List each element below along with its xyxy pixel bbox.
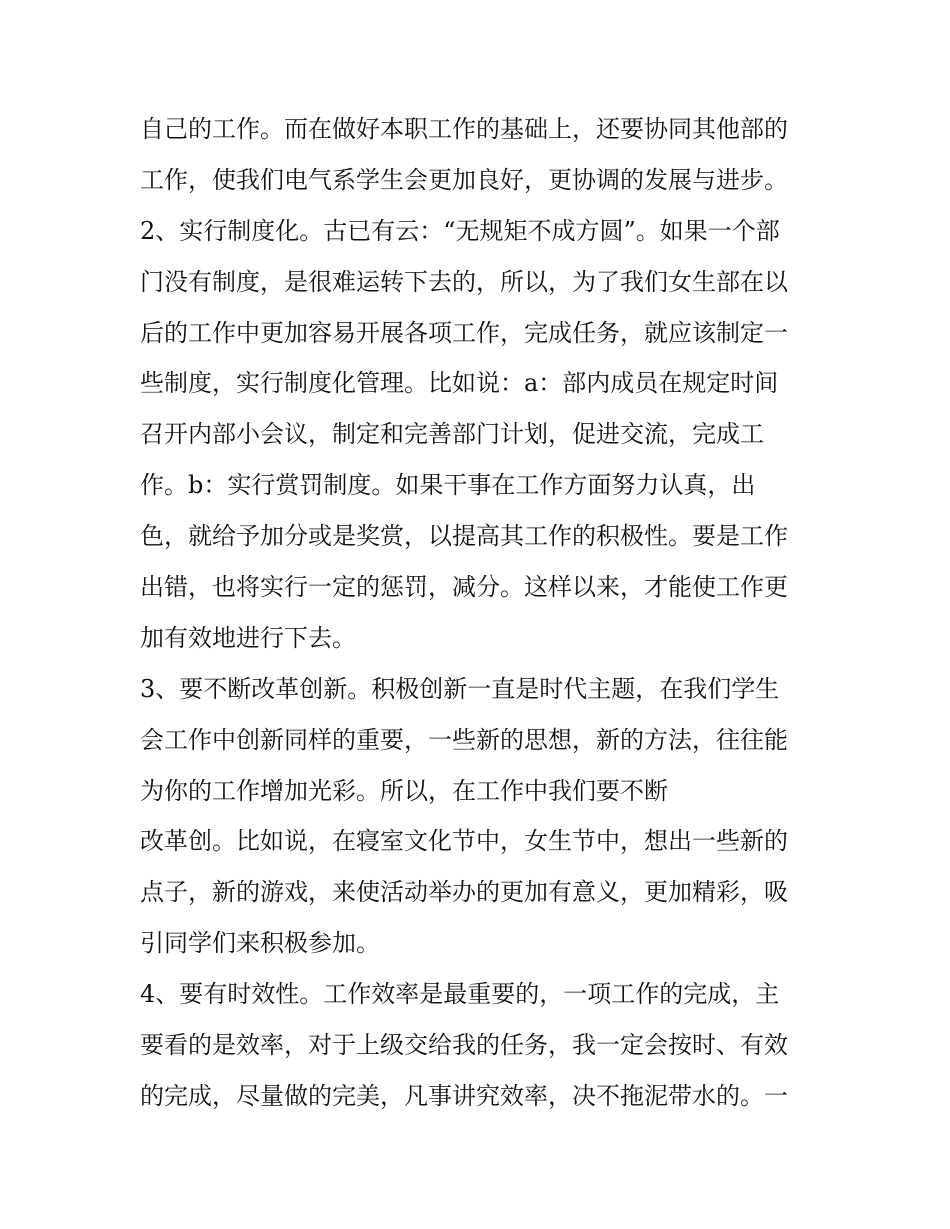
text-line-18: 4、要有时效性。工作效率是最重要的，一项工作的完成，主 (140, 980, 780, 1009)
text-line-9: 色，就给予加分或是奖赏，以提高其工作的积极性。要是工作 (140, 522, 788, 551)
text-line-7: 召开内部小会议，制定和完善部门计划，促进交流，完成工 (140, 420, 764, 449)
text-line-4: 门没有制度，是很难运转下去的，所以，为了我们女生部在以 (140, 267, 788, 296)
text-line-2: 工作，使我们电气系学生会更加良好，更协调的发展与进步。 (140, 165, 788, 194)
text-line-14: 为你的工作增加光彩。所以，在工作中我们要不断 (140, 776, 668, 805)
text-line-13: 会工作中创新同样的重要，一些新的思想，新的方法，往往能 (140, 725, 788, 754)
text-line-12: 3、要不断改革创新。积极创新一直是时代主题，在我们学生 (140, 674, 780, 703)
body-text (140, 104, 820, 1122)
text-line-11: 加有效地进行下去。 (140, 623, 356, 652)
text-line-1: 自己的工作。而在做好本职工作的基础上，还要协同其他部的 (140, 115, 788, 143)
text-line-15: 改革创。比如说，在寝室文化节中，女生节中，想出一些新的 (140, 827, 788, 856)
text-line-20: 的完成，尽量做的完美，凡事讲究效率，决不拖泥带水的。一 (140, 1081, 788, 1110)
text-line-16: 点子，新的游戏，来使活动举办的更加有意义，更加精彩，吸 (140, 878, 788, 907)
text-line-19: 要看的是效率，对于上级交给我的任务，我一定会按时、有效 (140, 1031, 788, 1060)
text-line-17: 引同学们来积极参加。 (140, 929, 380, 958)
text-line-10: 出错，也将实行一定的惩罚，减分。这样以来，才能使工作更 (140, 573, 788, 602)
text-line-8: 作。b：实行赏罚制度。如果干事在工作方面努力认真，出 (140, 471, 756, 500)
text-line-6: 些制度，实行制度化管理。比如说：a：部内成员在规定时间 (140, 369, 779, 398)
text-line-3: 2、实行制度化。古已有云：“无规矩不成方圆”。如果一个部 (140, 216, 780, 245)
text-line-5: 后的工作中更加容易开展各项工作，完成任务，就应该制定一 (140, 318, 788, 347)
